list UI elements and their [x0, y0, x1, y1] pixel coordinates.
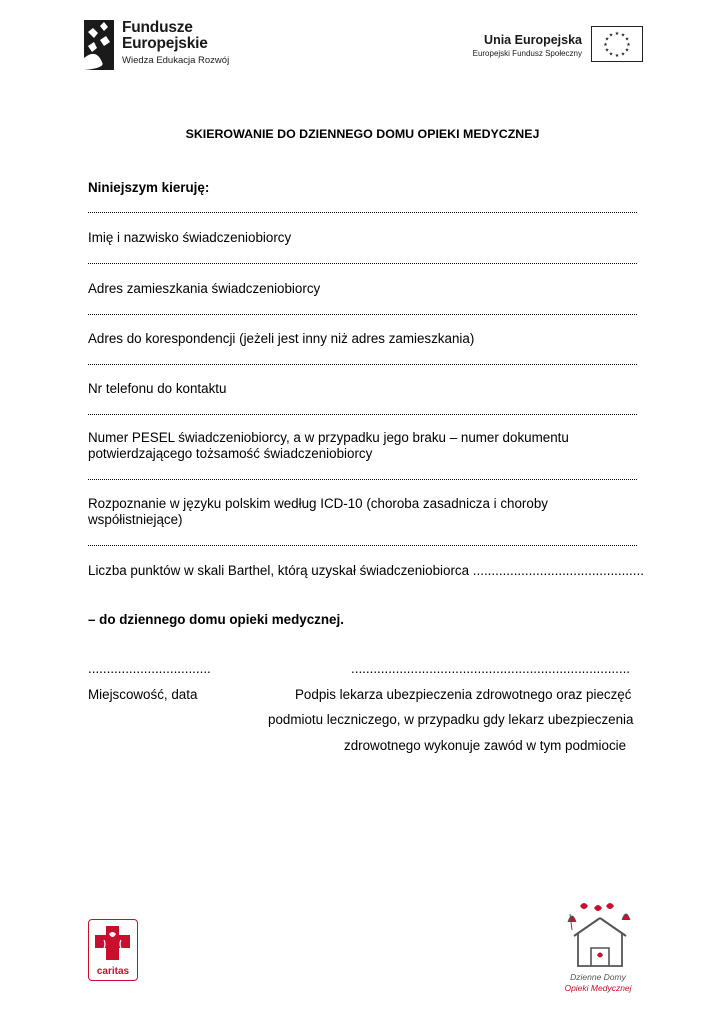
- signature-label-1: Podpis lekarza ubezpieczenia zdrowotnego oraz pieczęć: [295, 687, 632, 702]
- dotted-line-7[interactable]: [88, 541, 637, 546]
- signature-dots[interactable]: ...........................................................................: [351, 661, 631, 676]
- ue-logo-text: [473, 33, 582, 60]
- fe-logo-line3: Wiedza Edukacja Rozwój: [122, 55, 230, 66]
- ddom-logo-text: [558, 972, 638, 994]
- svg-text:★: ★: [624, 47, 630, 54]
- caritas-logo-text: caritas: [96, 966, 130, 977]
- svg-text:★: ★: [620, 32, 626, 39]
- document-title: SKIEROWANIE DO DZIENNEGO DOMU OPIEKI MEDYCZNEJ: [185, 127, 540, 141]
- intro-text: Niniejszym kieruję:: [88, 180, 210, 195]
- field-label-address: Adres zamieszkania świadczeniobiorcy: [88, 281, 321, 296]
- field-label-barthel: Liczba punktów w skali Barthel, którą uzyskał świadczeniobiorca ..............................................: [88, 563, 644, 578]
- signature-label-2: podmiotu leczniczego, w przypadku gdy lekarz ubezpieczenia: [268, 712, 634, 727]
- eu-flag-icon: [591, 26, 643, 62]
- dotted-line-5[interactable]: [88, 410, 637, 415]
- ddom-logo-line1: Dzienne Domy: [570, 972, 626, 982]
- svg-text:★: ★: [608, 51, 614, 58]
- ue-logo-line1: Unia Europejska: [484, 33, 582, 47]
- ddom-logo-mark: [560, 900, 640, 972]
- place-date-dots[interactable]: .................................: [88, 661, 211, 676]
- ue-logo-line2: Europejski Fundusz Społeczny: [472, 49, 582, 58]
- signature-label-3: zdrowotnego wykonuje zawód w tym podmiocie: [344, 738, 627, 753]
- svg-text:★: ★: [620, 51, 626, 58]
- svg-text:★: ★: [626, 42, 631, 48]
- dotted-line-6[interactable]: [88, 475, 637, 480]
- field-label-pesel-1: Numer PESEL świadczeniobiorcy, a w przypadku jego braku – numer dokumentu: [88, 430, 569, 445]
- field-label-diagnosis-1: Rozpoznanie w języku polskim według ICD-10 (choroba zasadnicza i choroby: [88, 496, 548, 511]
- dotted-line-3[interactable]: [88, 310, 637, 315]
- svg-text:★: ★: [608, 32, 614, 39]
- fe-logo-text: [122, 20, 229, 67]
- ddom-logo-line2: Opieki Medycznej: [564, 983, 632, 993]
- field-label-correspondence: Adres do korespondencji (jeżeli jest inny niż adres zamieszkania): [88, 331, 475, 346]
- fe-logo-line2: Europejskie: [122, 35, 208, 52]
- destination-text: – do dziennego domu opieki medycznej.: [88, 612, 344, 627]
- caritas-cross-icon: [89, 920, 136, 964]
- dotted-line-4[interactable]: [88, 360, 637, 365]
- svg-text:★: ★: [604, 47, 610, 54]
- svg-text:★: ★: [614, 31, 620, 37]
- svg-text:★: ★: [614, 53, 620, 59]
- dotted-line-2[interactable]: [88, 259, 637, 264]
- dotted-line-1[interactable]: [88, 208, 637, 213]
- field-label-pesel-2: potwierdzającego tożsamość świadczeniobiorcy: [88, 446, 373, 461]
- svg-text:★: ★: [624, 36, 630, 43]
- svg-text:★: ★: [604, 36, 610, 43]
- place-date-label: Miejscowość, data: [88, 687, 198, 702]
- field-label-diagnosis-2: współistniejące): [88, 512, 183, 527]
- fe-logo-mark: [82, 18, 116, 72]
- fe-logo-line1: Fundusze: [122, 19, 193, 36]
- svg-text:★: ★: [603, 42, 608, 48]
- field-label-phone: Nr telefonu do kontaktu: [88, 381, 227, 396]
- field-label-name: Imię i nazwisko świadczeniobiorcy: [88, 230, 292, 245]
